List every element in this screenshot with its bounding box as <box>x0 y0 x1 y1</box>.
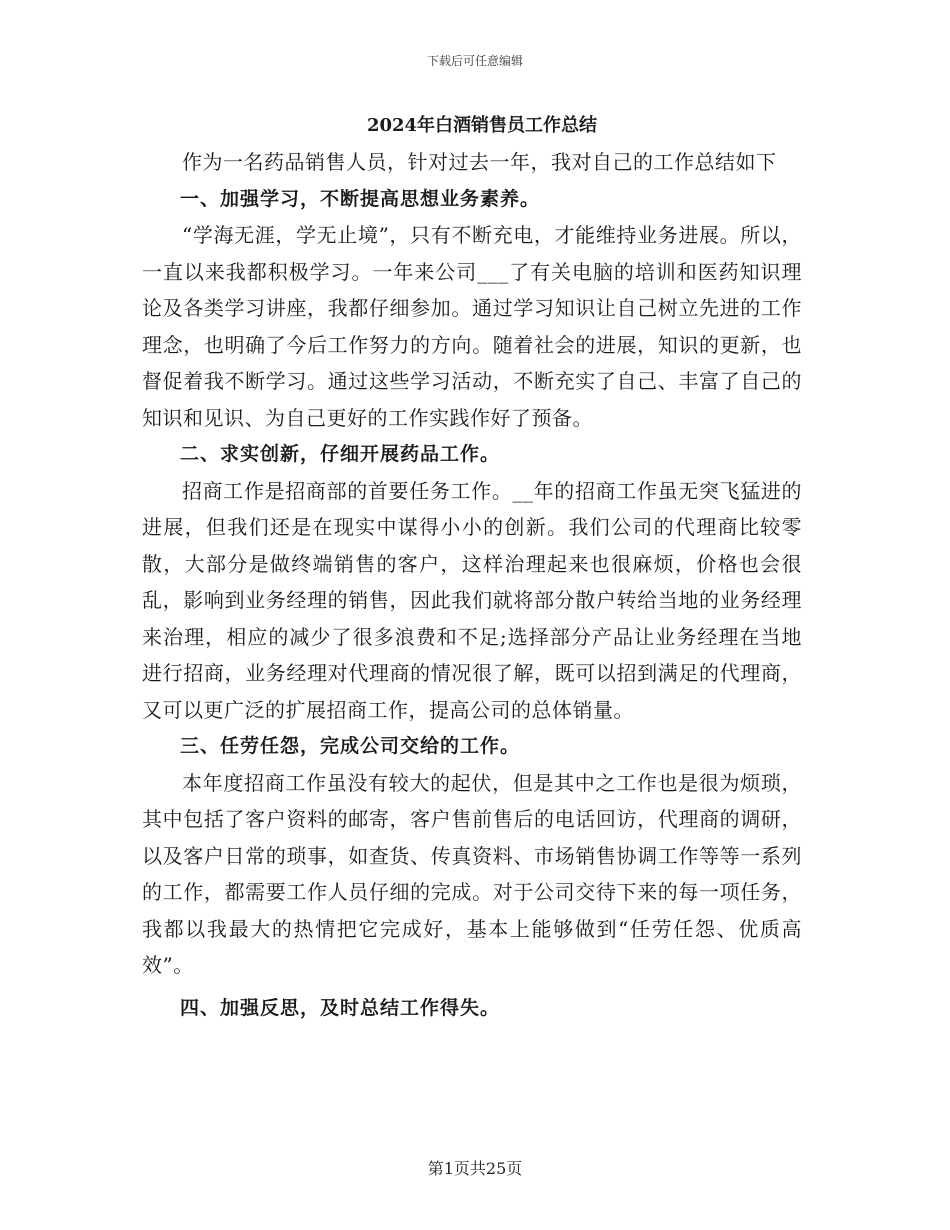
section-body-3: 本年度招商工作虽没有较大的起伏，但是其中之工作也是很为烦琐，其中包括了客户资料的邮寄，客户售前售后的电话回访，代理商的调研，以及客户日常的琐事，如查货、传真资料、市场销售协调工作等等一系列的工作，都需要工作人员仔细的完成。对于公司交待下来的每一项任务，我都以我最大的热情把它完成好，基本上能够做到“任劳任怨、优质高效”。 <box>142 770 802 977</box>
section-heading-3: 三、任劳任怨，完成公司交给的工作。 <box>180 735 521 757</box>
section-body-1: “学海无涯，学无止境”，只有不断充电，才能维持业务进展。所以，一直以来我都积极学习。一年来公司___了有关电脑的培训和医药知识理论及各类学习讲座，我都仔细参加。通过学习知识让自己树立先进的工作理念，也明确了今后工作努力的方向。随着社会的进展，知识的更新，也督促着我不断学习。通过这些学习活动，不断充实了自己、丰富了自己的知识和见识、为自己更好的工作实践作好了预备。 <box>142 223 802 430</box>
page-footer: 第1页共25页 <box>427 1159 523 1178</box>
section-heading-1: 一、加强学习，不断提高思想业务素养。 <box>180 187 541 210</box>
intro-paragraph: 作为一名药品销售人员，针对过去一年，我对自己的工作总结如下 <box>182 150 777 174</box>
document-body <box>142 108 802 1026</box>
section-heading-4: 四、加强反思，及时总结工作得失。 <box>180 996 501 1019</box>
section-heading-2: 二、求实创新，仔细开展药品工作。 <box>180 443 501 465</box>
section-body-2: 招商工作是招商部的首要任务工作。__年的招商工作虽无突飞猛进的进展，但我们还是在现实中谋得小小的创新。我们公司的代理商比较零散，大部分是做终端销售的客户，这样治理起来也很麻烦，价格也会很乱，影响到业务经理的销售，因此我们就将部分散户转给当地的业务经理来治理，相应的减少了很多浪费和不足;选择部分产品让业务经理在当地进行招商，业务经理对代理商的情况很了解，既可以招到满足的代理商，又可以更广泛的扩展招商工作，提高公司的总体销量。 <box>142 478 802 722</box>
header-note: 下载后可任意编辑 <box>426 54 523 68</box>
document-title: 2024年白酒销售员工作总结 <box>366 115 598 136</box>
